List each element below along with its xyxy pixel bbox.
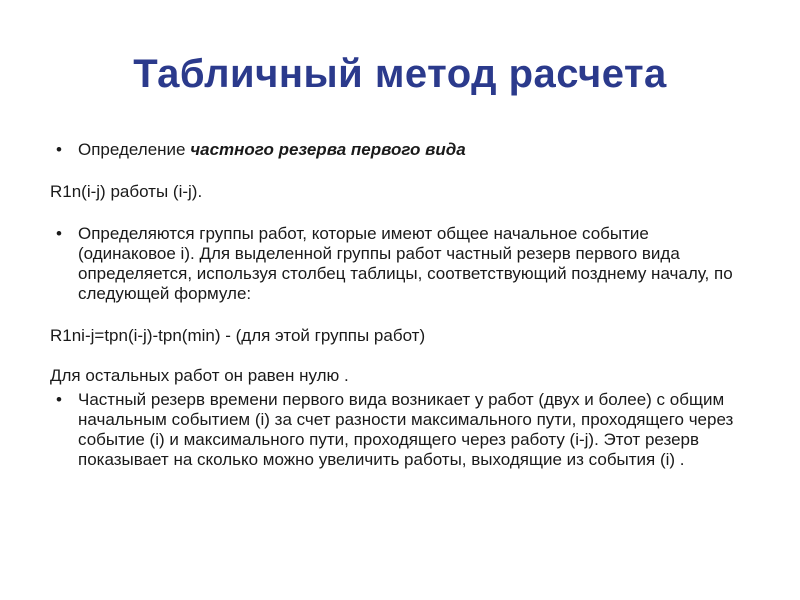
bullet-explanation: • Частный резерв времени первого вида возникает у работ (двух и более) с общим начальным событием (i) за счет разности максимального пути, проходящего через событие (i) и максимального пути, проходящего через работу (i-j). Этот резерв показывает на сколько можно увеличить работы, выходящие из события (i) .	[50, 390, 750, 470]
reserve-notation: R1n(i-j) работы (i-j).	[50, 182, 203, 201]
bullet-definition	[50, 140, 750, 160]
bullet-groups: • Определяются группы работ, которые имеют общее начальное событие (одинаковое i). Для выделенной группы работ частный резерв первого вида определяется, используя столбец таблицы, соответствующий позднему началу, по следующей формуле:	[50, 224, 750, 304]
slide-title: Табличный метод расчета	[133, 52, 667, 96]
definition-prefix: Определение	[78, 140, 191, 159]
others-zero-line: Для остальных работ он равен нулю .	[50, 366, 349, 385]
slide-body	[50, 140, 750, 470]
formula-line: R1ni-j=tpn(i-j)-tpn(min) - (для этой группы работ)	[50, 326, 426, 345]
definition-emphasis: частного резерва первого вида	[190, 140, 466, 159]
